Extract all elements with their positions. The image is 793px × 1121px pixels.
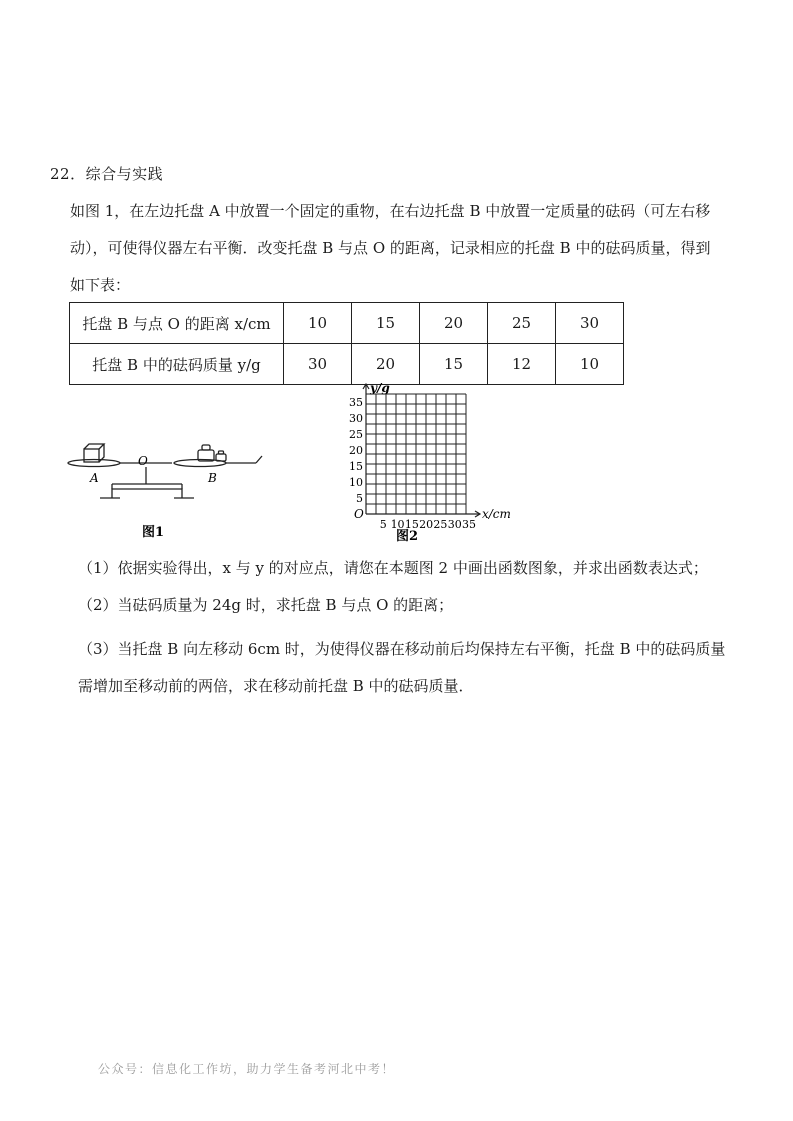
x-tick-label: 5	[379, 518, 387, 531]
intro-line-2: 动），可使得仪器左右平衡．改变托盘 B 与点 O 的距离，记录相应的托盘 B 中的砝码质量，得到	[70, 239, 711, 257]
subquestion-1: （1）依据实验得出，x 与 y 的对应点，请您在本题图 2 中画出函数图象，并求出函数表达式；	[78, 559, 708, 577]
subquestion-2: （2）当砝码质量为 24g 时，求托盘 B 与点 O 的距离；	[78, 596, 454, 614]
figure1-caption: 图1	[142, 525, 165, 540]
table-cell: 30	[556, 303, 624, 344]
table-row-mass	[70, 344, 624, 385]
x-axis-label: x/cm	[482, 507, 511, 521]
question-title: 22．综合与实践	[50, 165, 164, 183]
pan-a	[68, 460, 120, 467]
mass-weights	[198, 445, 226, 461]
x-tick-label: 20	[419, 518, 434, 531]
x-tick-label: 35	[462, 518, 476, 531]
table-cell: 20	[352, 344, 420, 385]
support-base	[112, 489, 182, 498]
x-tick-label: 30	[447, 518, 462, 531]
y-tick-label: 5	[356, 492, 363, 505]
intro-line-3: 如下表：	[70, 276, 131, 294]
x-tick-label: 10	[390, 518, 405, 531]
data-table	[69, 302, 624, 385]
point-o-label: O	[138, 454, 148, 468]
question-intro	[70, 193, 750, 304]
x-tick-label: 25	[433, 518, 448, 531]
table-cell: 10	[556, 344, 624, 385]
y-tick-label: 35	[349, 396, 363, 409]
table-cell: 10	[284, 303, 352, 344]
y-tick-label: 15	[349, 460, 363, 473]
point-a-label: A	[90, 471, 99, 485]
intro-line-1: 如图 1，在左边托盘 A 中放置一个固定的重物，在右边托盘 B 中放置一定质量的砝码（可左右移	[70, 202, 711, 220]
row1-label: 托盘 B 与点 O 的距离 x/cm	[70, 303, 284, 344]
x-tick-label: 15	[404, 518, 419, 531]
y-tick-label: 20	[349, 444, 363, 457]
figure1-balance	[60, 432, 280, 542]
subquestion-3-line-1: （3）当托盘 B 向左移动 6cm 时，为使得仪器在移动前后均保持左右平衡，托盘 B 中的砝码质量	[78, 640, 726, 658]
table-row-distance	[70, 303, 624, 344]
figure2-grid	[330, 380, 530, 545]
table-cell: 12	[488, 344, 556, 385]
point-b-label: B	[208, 471, 217, 485]
subquestion-3	[78, 631, 758, 705]
table-cell: 25	[488, 303, 556, 344]
y-tick-label: 25	[349, 428, 363, 441]
origin-label: O	[354, 507, 364, 521]
table-cell: 20	[420, 303, 488, 344]
footer-note: 公众号：信息化工作坊，助力学生备考河北中考！	[98, 1062, 396, 1076]
figure2-caption: 图2	[396, 529, 419, 544]
beam-end	[256, 456, 262, 463]
table-cell: 30	[284, 344, 352, 385]
row2-label: 托盘 B 中的砝码质量 y/g	[70, 344, 284, 385]
y-tick-label: 10	[349, 476, 363, 489]
table-cell: 15	[420, 344, 488, 385]
subquestion-3-line-2: 需增加至移动前的两倍，求在移动前托盘 B 中的砝码质量．	[78, 677, 474, 695]
y-axis-label: y/g	[370, 381, 390, 395]
table-cell: 15	[352, 303, 420, 344]
y-tick-label: 30	[349, 412, 363, 425]
